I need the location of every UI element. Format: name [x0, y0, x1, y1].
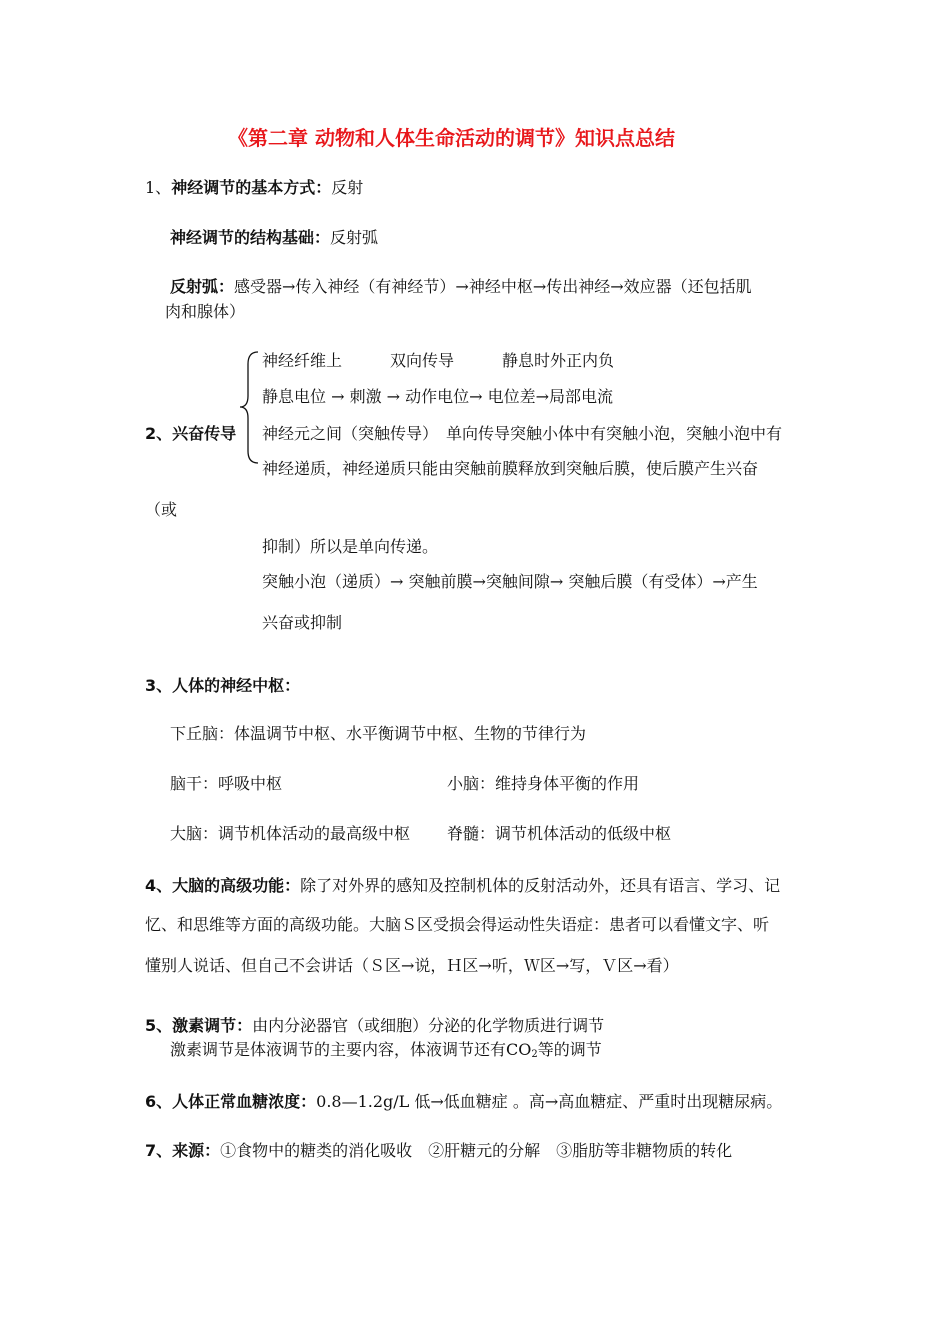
- section-6-heading: 6、人体正常血糖浓度：: [145, 1092, 317, 1111]
- reflex-arc-line2: 肉和腺体）: [165, 302, 246, 321]
- cerebellum-line: 小脑：维持身体平衡的作用: [447, 774, 640, 793]
- section-1-structure: [170, 228, 378, 248]
- reflex-arc-heading: 反射弧：: [170, 277, 235, 296]
- structure-heading: 神经调节的结构基础：: [170, 228, 331, 247]
- section-1-text: 反射: [331, 178, 364, 197]
- section-2-heading: 2、兴奋传导: [145, 424, 237, 443]
- structure-text: 反射弧: [330, 228, 379, 247]
- section-4-line2: 忆、和思维等方面的高级功能。大脑Ｓ区受损会得运动性失语症：患者可以看懂文字、听: [145, 915, 770, 934]
- section-7: [145, 1141, 732, 1161]
- conduction-line-1: 神经纤维上 双向传导 静息时外正内负: [262, 351, 615, 370]
- section-5-text2b: 等的调节: [537, 1040, 602, 1059]
- cerebrum-line: 大脑：调节机体活动的最高级中枢: [170, 824, 411, 843]
- section-7-text: ①食物中的糖类的消化吸收 ②肝糖元的分解 ③脂肪等非糖物质的转化: [220, 1141, 733, 1160]
- section-5-line2: [170, 1040, 602, 1065]
- spinal-cord-line: 脊髓：调节机体活动的低级中枢: [447, 824, 672, 843]
- section-3-heading: 3、人体的神经中枢：: [145, 676, 301, 695]
- section-5-heading: 5、激素调节：: [145, 1016, 253, 1035]
- co2-subscript: 2: [531, 1049, 538, 1060]
- section-6-text: 0.8—1.2g/L 低→低血糖症 。高→高血糖症、严重时出现糖尿病。: [316, 1092, 783, 1111]
- reflex-arc-text: 感受器→传入神经（有神经节）→神经中枢→传出神经→效应器（还包括肌: [234, 277, 752, 296]
- section-5-line1: [145, 1016, 604, 1036]
- page-title: 《第二章 动物和人体生命活动的调节》知识点总结: [228, 126, 675, 150]
- section-5-text2a: 激素调节是体液调节的主要内容，体液调节还有CO: [170, 1040, 532, 1059]
- conduction-line-7: 突触小泡（递质）→ 突触前膜→突触间隙→ 突触后膜（有受体）→产生: [262, 572, 758, 591]
- section-5-text: 由内分泌器官（或细胞）分泌的化学物质进行调节: [252, 1016, 605, 1035]
- section-1-basic: [145, 178, 363, 198]
- hypothalamus-line: 下丘脑：体温调节中枢、水平衡调节中枢、生物的节律行为: [170, 724, 587, 743]
- reflex-arc-line1: [170, 277, 752, 297]
- conduction-line-2: 静息电位 → 刺激 → 动作电位→ 电位差→局部电流: [262, 387, 614, 406]
- conduction-line-6: 抑制）所以是单向传递。: [262, 537, 439, 556]
- section-4-line3: 懂别人说话、但自己不会讲话（Ｓ区→说，Ｈ区→听，Ｗ区→写，Ｖ区→看）: [145, 956, 679, 975]
- conduction-line-3: 神经元之间（突触传导） 单向传导突触小体中有突触小泡，突触小泡中有: [262, 424, 783, 443]
- section-4-heading: 4、大脑的高级功能：: [145, 876, 301, 895]
- section-6: [145, 1092, 782, 1112]
- conduction-line-8: 兴奋或抑制: [262, 613, 343, 632]
- section-4-text: 除了对外界的感知及控制机体的反射活动外，还具有语言、学习、记: [300, 876, 781, 895]
- section-7-heading: 7、来源：: [145, 1141, 221, 1160]
- conduction-line-5: （或: [145, 500, 178, 519]
- brainstem-line: 脑干：呼吸中枢: [170, 774, 283, 793]
- section-1-heading: 神经调节的基本方式：: [171, 178, 332, 197]
- section-1-number: 1、: [145, 178, 172, 197]
- curly-brace-icon: [238, 350, 262, 465]
- section-4-line1: [145, 876, 780, 896]
- conduction-line-4: 神经递质，神经递质只能由突触前膜释放到突触后膜，使后膜产生兴奋: [262, 459, 759, 478]
